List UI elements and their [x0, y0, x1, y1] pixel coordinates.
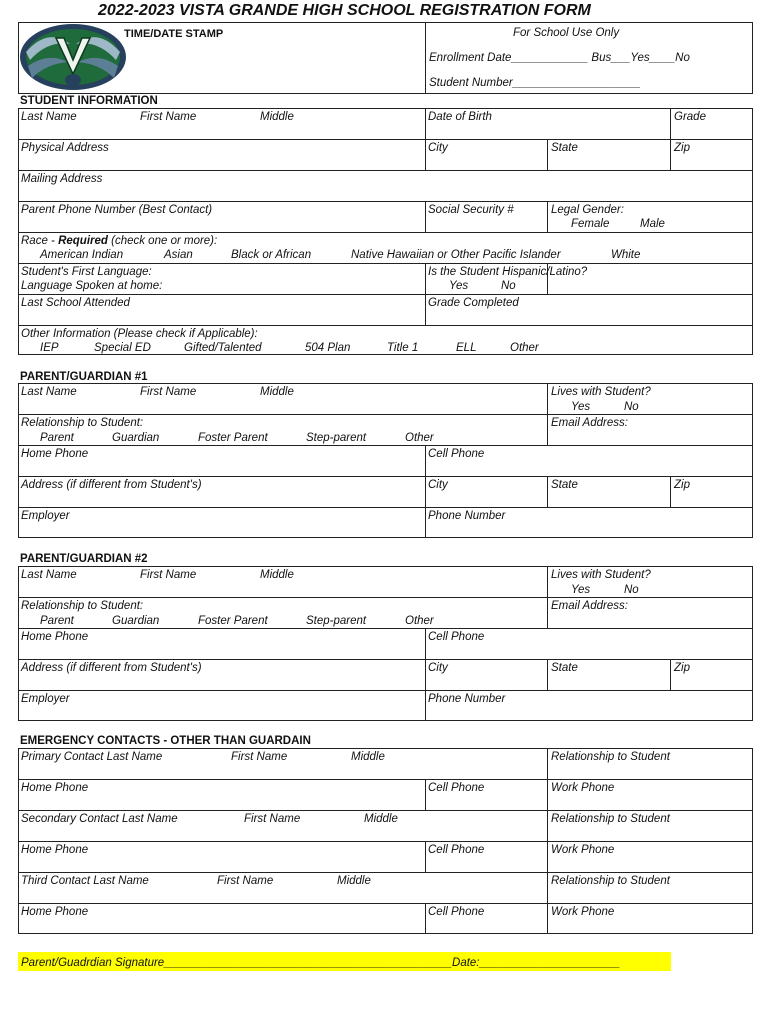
other-info-option[interactable]: ELL	[456, 342, 477, 354]
other-info-option[interactable]: IEP	[40, 342, 59, 354]
other-info-label: Other Information (Please check if Applicable):	[21, 328, 258, 340]
g1-zip-label: Zip	[674, 479, 690, 491]
g2-lives-with-label: Lives with Student?	[551, 569, 651, 581]
g2-rel-option[interactable]: Parent	[40, 615, 74, 627]
g2-home-phone-label: Home Phone	[21, 631, 89, 643]
primary-relationship-label: Relationship to Student	[551, 751, 670, 763]
g2-employer-label: Employer	[21, 693, 70, 705]
first-language-label: Student's First Language:	[21, 266, 152, 278]
student-state-label: State	[551, 142, 578, 154]
race-label: Race - Required (check one or more):	[21, 235, 218, 247]
g1-rel-option[interactable]: Guardian	[112, 432, 160, 444]
student-middle-label: Middle	[260, 111, 294, 123]
mailing-address-label: Mailing Address	[21, 173, 103, 185]
primary-first-name-label: First Name	[231, 751, 288, 763]
student-city-label: City	[428, 142, 448, 154]
secondary-first-name-label: First Name	[244, 813, 301, 825]
student-zip-label: Zip	[674, 142, 690, 154]
signature-field[interactable]: Parent/Guadrdian Signature_____________________________________________Date:______________________	[21, 957, 621, 969]
primary-home-phone-label: Home Phone	[21, 782, 89, 794]
g1-lives-no-option[interactable]: No	[624, 401, 639, 413]
hispanic-label: Is the Student Hispanic/Latino?	[428, 266, 588, 278]
g2-address-label: Address (if different from Student's)	[21, 662, 202, 674]
secondary-cell-phone-label: Cell Phone	[428, 844, 485, 856]
student-number-field[interactable]: Student Number____________________	[429, 77, 641, 89]
student-last-name-label: Last Name	[21, 111, 77, 123]
g2-lives-yes-option[interactable]: Yes	[571, 584, 591, 596]
third-home-phone-label: Home Phone	[21, 906, 89, 918]
g1-rel-option[interactable]: Step-parent	[306, 432, 367, 444]
student-info-heading: STUDENT INFORMATION	[20, 95, 158, 107]
g1-rel-option[interactable]: Parent	[40, 432, 74, 444]
gender-male-option[interactable]: Male	[640, 218, 665, 230]
g1-lives-yes-option[interactable]: Yes	[571, 401, 591, 413]
enrollment-date-field[interactable]: Enrollment Date____________ Bus___Yes____No	[429, 52, 690, 64]
g2-middle-label: Middle	[260, 569, 294, 581]
g1-lives-with-label: Lives with Student?	[551, 386, 651, 398]
other-info-option[interactable]: Title 1	[387, 342, 419, 354]
secondary-contact-label: Secondary Contact Last Name	[21, 813, 178, 825]
last-school-label: Last School Attended	[21, 297, 130, 309]
third-contact-label: Third Contact Last Name	[21, 875, 149, 887]
form-title: 2022-2023 VISTA GRANDE HIGH SCHOOL REGISTRATION FORM	[98, 2, 591, 19]
g1-address-label: Address (if different from Student's)	[21, 479, 202, 491]
primary-middle-label: Middle	[351, 751, 385, 763]
ssn-label: Social Security #	[428, 204, 514, 216]
g1-employer-label: Employer	[21, 510, 70, 522]
third-cell-phone-label: Cell Phone	[428, 906, 485, 918]
third-middle-label: Middle	[337, 875, 371, 887]
language-home-label: Language Spoken at home:	[21, 280, 163, 292]
dob-label: Date of Birth	[428, 111, 492, 123]
g1-phone-number-label: Phone Number	[428, 510, 506, 522]
race-option[interactable]: White	[611, 249, 641, 261]
student-first-name-label: First Name	[140, 111, 197, 123]
g1-email-label: Email Address:	[551, 417, 628, 429]
parent-phone-label: Parent Phone Number (Best Contact)	[21, 204, 213, 216]
other-info-option[interactable]: Other	[510, 342, 539, 354]
primary-contact-label: Primary Contact Last Name	[21, 751, 163, 763]
time-date-stamp-label: TIME/DATE STAMP	[124, 28, 224, 40]
hispanic-yes-option[interactable]: Yes	[449, 280, 469, 292]
g2-first-name-label: First Name	[140, 569, 197, 581]
g2-last-name-label: Last Name	[21, 569, 77, 581]
other-info-option[interactable]: 504 Plan	[305, 342, 351, 354]
g2-state-label: State	[551, 662, 578, 674]
g1-last-name-label: Last Name	[21, 386, 77, 398]
emergency-heading: EMERGENCY CONTACTS - OTHER THAN GUARDAIN	[20, 735, 311, 747]
third-first-name-label: First Name	[217, 875, 274, 887]
g2-phone-number-label: Phone Number	[428, 693, 506, 705]
g2-rel-option[interactable]: Other	[405, 615, 434, 627]
primary-work-phone-label: Work Phone	[551, 782, 615, 794]
g2-rel-option[interactable]: Guardian	[112, 615, 160, 627]
primary-cell-phone-label: Cell Phone	[428, 782, 485, 794]
gender-female-option[interactable]: Female	[571, 218, 610, 230]
secondary-middle-label: Middle	[364, 813, 398, 825]
g1-rel-option[interactable]: Other	[405, 432, 434, 444]
g2-rel-option[interactable]: Foster Parent	[198, 615, 268, 627]
g2-city-label: City	[428, 662, 448, 674]
g2-lives-no-option[interactable]: No	[624, 584, 639, 596]
guardian1-table	[18, 383, 753, 538]
race-option[interactable]: Asian	[164, 249, 193, 261]
gender-label: Legal Gender:	[551, 204, 624, 216]
g1-middle-label: Middle	[260, 386, 294, 398]
race-option[interactable]: American Indian	[40, 249, 124, 261]
g2-email-label: Email Address:	[551, 600, 628, 612]
secondary-relationship-label: Relationship to Student	[551, 813, 670, 825]
hispanic-no-option[interactable]: No	[501, 280, 516, 292]
g1-rel-option[interactable]: Foster Parent	[198, 432, 268, 444]
grade-label: Grade	[674, 111, 706, 123]
g1-first-name-label: First Name	[140, 386, 197, 398]
race-option[interactable]: Black or African	[231, 249, 312, 261]
g1-relationship-label: Relationship to Student:	[21, 417, 144, 429]
g2-relationship-label: Relationship to Student:	[21, 600, 144, 612]
g1-cell-phone-label: Cell Phone	[428, 448, 485, 460]
guardian2-heading: PARENT/GUARDIAN #2	[20, 553, 148, 565]
guardian2-table	[18, 566, 753, 721]
third-relationship-label: Relationship to Student	[551, 875, 670, 887]
g2-rel-option[interactable]: Step-parent	[306, 615, 367, 627]
physical-address-label: Physical Address	[21, 142, 109, 154]
school-use-only-label: For School Use Only	[513, 27, 620, 39]
secondary-home-phone-label: Home Phone	[21, 844, 89, 856]
g1-home-phone-label: Home Phone	[21, 448, 89, 460]
g1-city-label: City	[428, 479, 448, 491]
g1-state-label: State	[551, 479, 578, 491]
other-info-option[interactable]: Special ED	[94, 342, 151, 354]
secondary-work-phone-label: Work Phone	[551, 844, 615, 856]
guardian1-heading: PARENT/GUARDIAN #1	[20, 371, 148, 383]
other-info-option[interactable]: Gifted/Talented	[184, 342, 262, 354]
g2-cell-phone-label: Cell Phone	[428, 631, 485, 643]
race-option[interactable]: Native Hawaiian or Other Pacific Islander	[351, 249, 561, 261]
grade-completed-label: Grade Completed	[428, 297, 519, 309]
third-work-phone-label: Work Phone	[551, 906, 615, 918]
g2-zip-label: Zip	[674, 662, 690, 674]
